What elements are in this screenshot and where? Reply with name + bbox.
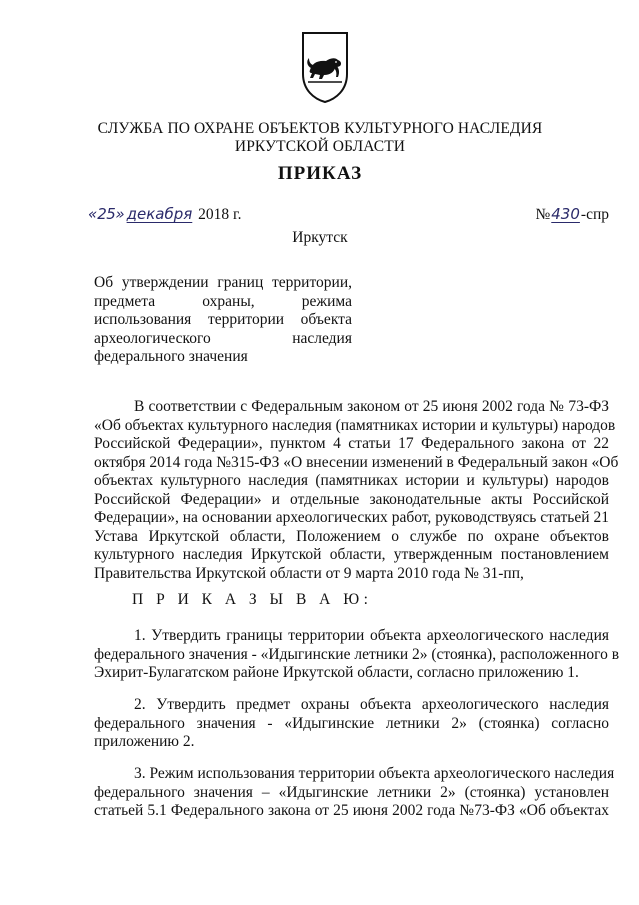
paragraph-line: Российской Федерации» и отдельные законодательные акты Российской	[94, 490, 609, 508]
paragraph-line: Устава Иркутской области, Положением о службе по охране объектов	[94, 527, 609, 545]
order-subject	[94, 274, 352, 367]
order-item-2	[94, 696, 609, 752]
handwritten-day: 25	[97, 205, 116, 223]
paragraph-line: культурного наследия Иркутской области, утвержденным постановлением	[94, 546, 609, 563]
paragraph-line: Эхирит-Булагатском районе Иркутской области, согласно приложению 1.	[94, 664, 579, 681]
handwritten-month: декабря	[126, 205, 193, 223]
paragraph-line: В соответствии с Федеральным законом от 25 июня 2002 года № 73-ФЗ	[134, 398, 609, 415]
paragraph-line: объектах культурного наследия (памятниках истории и культуры) народов	[94, 472, 609, 489]
paragraph-line: октября 2014 года №315-ФЗ «О внесении изменений в Федеральный закон «Об	[94, 453, 619, 471]
paragraph-line: 2. Утвердить предмет охраны объекта археологического наследия	[134, 696, 609, 713]
subject-line: федерального значения	[94, 348, 248, 365]
subject-line: археологического наследия	[94, 329, 352, 347]
paragraph-line: 1. Утвердить границы территории объекта археологического наследия	[134, 627, 609, 644]
paragraph-line: статьей 5.1 Федерального закона от 25 июня 2002 года №73-ФЗ «Об объектах	[94, 802, 609, 819]
subject-line: предмета охраны, режима	[94, 292, 352, 310]
preamble-paragraph	[94, 398, 619, 583]
handwritten-number: 430	[551, 205, 580, 223]
subject-line: использования территории объекта	[94, 311, 352, 328]
paragraph-line: 3. Режим использования территории объекта археологического наследия	[134, 765, 615, 782]
paragraph-line: «Об объектах культурного наследия (памятниках истории и культуры) народов	[94, 416, 616, 434]
order-date	[88, 205, 242, 224]
paragraph-line: Федерации», на основании археологических работ, руководствуясь статьей 21	[94, 509, 609, 526]
document-title: ПРИКАЗ	[277, 163, 363, 184]
city-name: Иркутск	[292, 229, 348, 246]
order-item-1	[94, 627, 620, 683]
paragraph-line: федерального значения - «Идыгинские летники 2» (стоянка), расположенного в	[94, 645, 620, 663]
paragraph-line: Российской Федерации», пунктом 4 статьи 17 Федерального закона от 22	[94, 435, 609, 452]
organization-name-line2: ИРКУТСКОЙ ОБЛАСТИ	[234, 138, 406, 155]
number-prefix: №	[535, 206, 551, 223]
quote-open: «	[88, 205, 98, 223]
order-year: 2018 г.	[198, 206, 242, 223]
paragraph-line: Правительства Иркутской области от 9 марта 2010 года № 31-пп,	[94, 564, 524, 582]
organization-name-line1: СЛУЖБА ПО ОХРАНЕ ОБЪЕКТОВ КУЛЬТУРНОГО НАСЛЕДИЯ	[97, 120, 543, 137]
irkutsk-babr-emblem-icon	[300, 30, 350, 104]
order-item-3	[94, 765, 615, 821]
paragraph-line: приложению 2.	[94, 733, 195, 750]
order-directive-heading: П Р И К А З Ы В А Ю:	[132, 591, 373, 608]
number-suffix: -спр	[580, 206, 609, 223]
subject-line: Об утверждении границ территории,	[94, 274, 352, 291]
order-number	[535, 205, 609, 224]
paragraph-line: федерального значения – «Идыгинские летники 2» (стоянка) установлен	[94, 783, 609, 801]
quote-close: »	[115, 205, 125, 223]
paragraph-line: федерального значения - «Идыгинские летники 2» (стоянка) согласно	[94, 714, 609, 732]
